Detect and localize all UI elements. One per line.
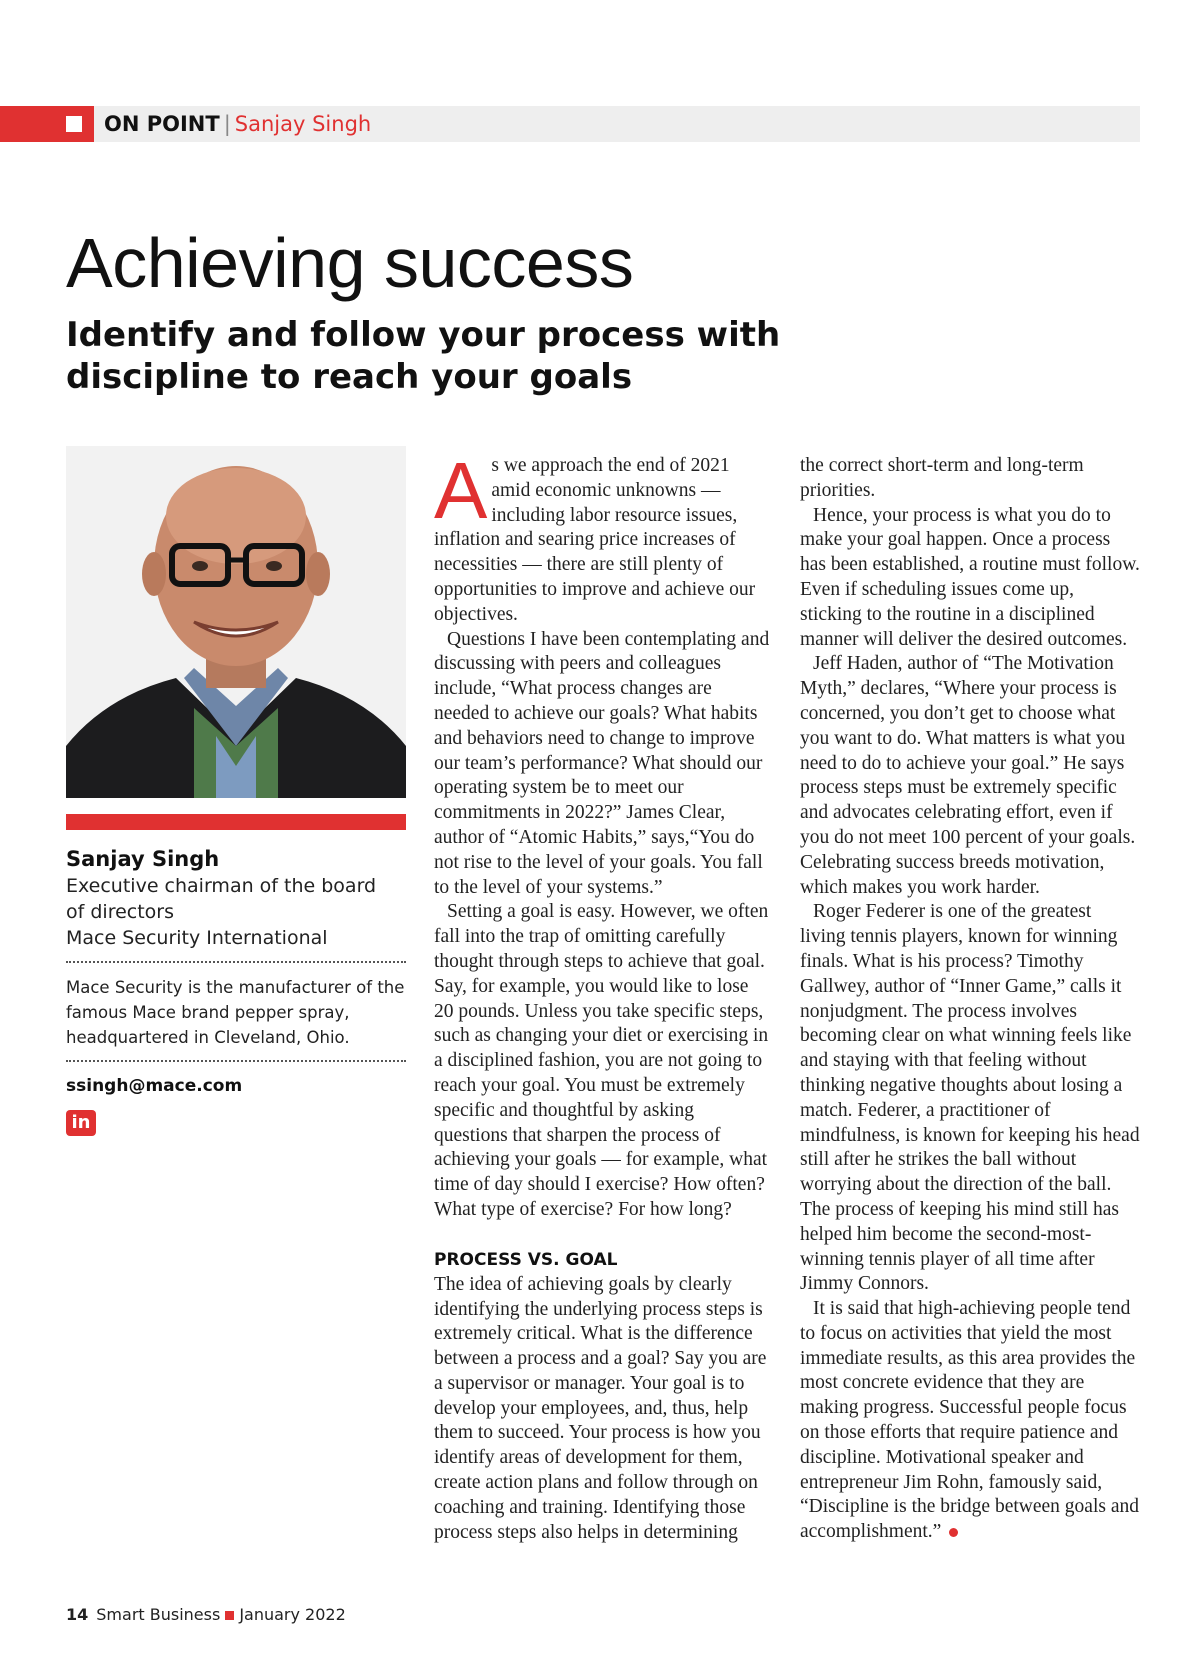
header-separator: | [223, 112, 231, 136]
page-footer [66, 1604, 346, 1626]
linkedin-icon[interactable]: in [66, 1110, 96, 1136]
section-label: ON POINT [104, 112, 220, 136]
issue-date: January 2022 [239, 1605, 346, 1624]
article-paragraph: The idea of achieving goals by clearly identifying the underlying process steps is extremely critical. What is the difference between a process and a goal? Say you are a supervisor or manager. Your goal is to develop your employees, and, thus, help them to succeed. Your process is how you identify areas of development for them, create action plans and follow through on coaching and training. Identifying those process steps also helps in determining [434, 1273, 767, 1543]
bio-name: Sanjay Singh [66, 847, 220, 871]
author-photo [66, 446, 406, 798]
footer-square-icon [225, 1611, 234, 1620]
article-paragraph: the correct short-term and long-term priorities. [800, 455, 1084, 501]
bio-title-line2: of directors [66, 901, 175, 923]
bio-email-link[interactable]: ssingh@mace.com [66, 1076, 243, 1096]
drop-cap: A [434, 446, 488, 535]
article-title: Achieving success [66, 224, 634, 302]
article-paragraph: Jeff Haden, author of “The Motivation Myth,” declares, “Where your process is concerned, you don’t get to choose what you want to do. What matters is what you need to do to achieve your goal.” He says process steps must be extremely specific and advocates celebrating effort, even if you do not meet 100 percent of your goals. Celebrating success breeds motivation, which makes you work harder. [800, 653, 1136, 898]
publication-name: Smart Business [96, 1605, 221, 1624]
author-bio [66, 845, 406, 1136]
bio-title-line1: Executive chairman of the board [66, 875, 377, 897]
article-paragraph: Setting a goal is easy. However, we often fall into the trap of omitting carefully thought through steps to achieve that goal. Say, for example, you would like to lose 20 pounds. Unless you take specific steps, such as changing your diet or exercising in a disciplined fashion, you are not going to reach your goal. You must be extremely specific and thoughtful by asking questions that sharpen the process of achieving your goals — for example, what time of day should I exercise? How often? What type of exercise? For how long? [434, 901, 769, 1220]
end-mark-icon [949, 1528, 958, 1537]
article-column-2 [800, 454, 1140, 1545]
section-header [104, 110, 371, 138]
article-paragraph: Hence, your process is what you do to make your goal happen. Once a process has been established, a routine must follow. Even if scheduling issues come up, sticking to the routine in a disciplined manner will deliver the desired outcomes. [800, 504, 1140, 650]
page-number: 14 [66, 1605, 89, 1624]
article-paragraph: Questions I have been contemplating and discussing with peers and colleagues include, “What process changes are needed to achieve our goals? What habits and behaviors need to change to improve our team’s performance? What should our operating system be to meet our commitments in 2022?” James Clear, author of “Atomic Habits,” says,“You do not rise to the level of your goals. You fall to the level of your systems.” [434, 628, 770, 898]
article-paragraph: As we approach the end of 2021 amid economic unknowns — including labor resource issues, inflation and searing price increases of necessities — there are still plenty of opportunities to improve and achieve our objectives. [434, 446, 756, 625]
article-paragraph: Roger Federer is one of the greatest living tennis players, known for winning finals. What is his process? Timothy Gallwey, author of “Inner Game,” calls it nonjudgment. The process involves becoming clear on what winning feels like and staying with that feeling without thinking negative thoughts about losing a match. Federer, a practitioner of mindfulness, is known for keeping his head still after he strikes the ball without worrying about the direction of the ball. The process of keeping his mind still has helped him become the second-most-winning tennis player of all time after Jimmy Connors. [800, 901, 1140, 1295]
section-heading: PROCESS VS. GOAL [434, 1249, 618, 1270]
bio-description: Mace Security is the manufacturer of the famous Mace brand pepper spray, headquartered in Cleveland, Ohio. [66, 978, 405, 1047]
article-column-1 [434, 446, 770, 1545]
bio-company: Mace Security International [66, 927, 328, 949]
article-paragraph: It is said that high-achieving people tend to focus on activities that yield the most immediate results, as this area provides the most concrete evidence that they are making progress. Successful people focus on those efforts that require patience and discipline. Motivational speaker and entrepreneur Jim Rohn, famously said, “Discipline is the bridge between goals and accomplishment.” [800, 1298, 1139, 1543]
bio-divider [66, 961, 406, 963]
author-portrait-illustration [66, 446, 406, 798]
bio-divider [66, 1060, 406, 1062]
bio-red-rule [66, 814, 406, 830]
article-subtitle: Identify and follow your process with discipline to reach your goals [66, 315, 781, 397]
header-square-icon [66, 116, 82, 132]
header-author: Sanjay Singh [234, 112, 372, 136]
